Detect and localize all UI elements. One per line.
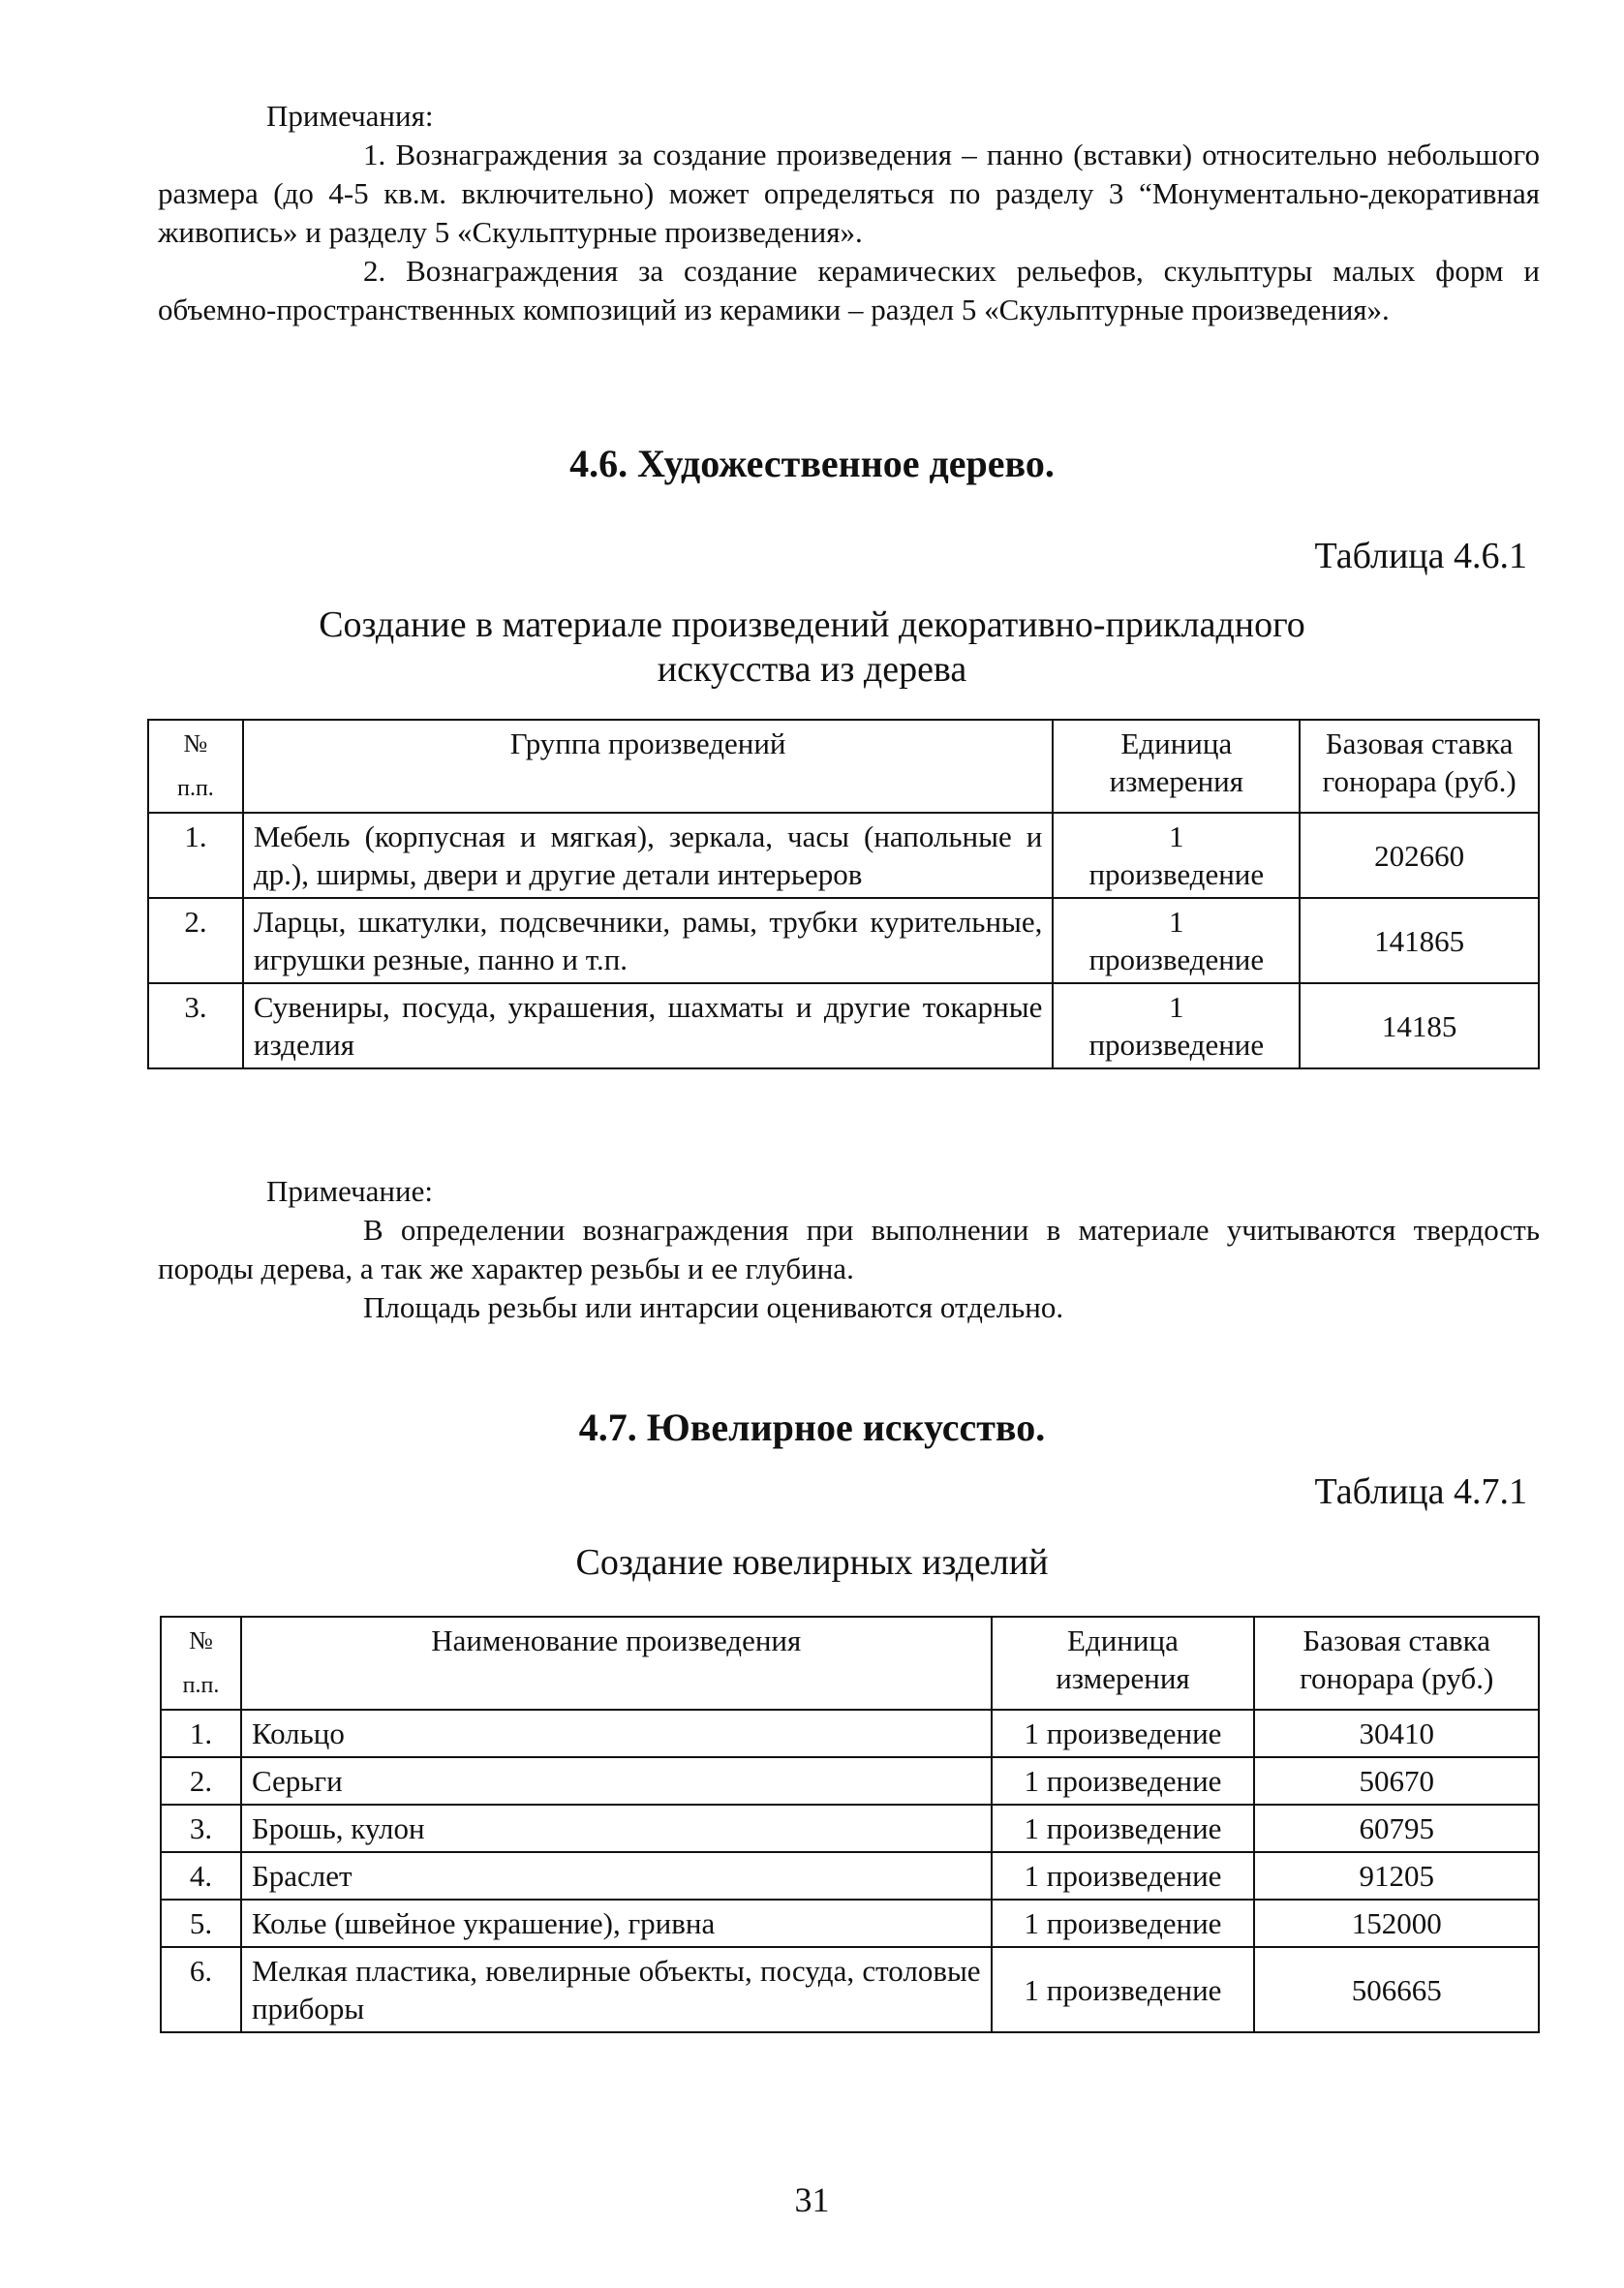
cell-unit bbox=[1053, 898, 1300, 983]
cell-num: 2. bbox=[148, 898, 243, 983]
cell-name: Браслет bbox=[241, 1852, 992, 1900]
cell-name: Брошь, кулон bbox=[241, 1805, 992, 1852]
cell-rate: 141865 bbox=[1300, 898, 1539, 983]
unit-qty: 1 bbox=[1169, 990, 1184, 1024]
notes-top bbox=[158, 97, 1540, 329]
cell-rate: 202660 bbox=[1300, 813, 1539, 898]
table-row bbox=[161, 1710, 1539, 1757]
cell-unit bbox=[1053, 813, 1300, 898]
note-item: 1. Вознаграждения за создание произведения – панно (вставки) относительно небольшого размера (до 4-5 кв.м. включительно) может определяться по разделу 3 “Монументально-декоративная живопись» и разделу 5 «Скульптурные произведения». bbox=[158, 138, 1540, 249]
cell-num: 2. bbox=[161, 1757, 241, 1805]
cell-num: 1. bbox=[148, 813, 243, 898]
cell-num: 3. bbox=[148, 983, 243, 1068]
cell-name: Сувениры, посуда, украшения, шахматы и другие токарные изделия bbox=[243, 983, 1053, 1068]
caption-line: искусства из дерева bbox=[657, 649, 967, 690]
table-row bbox=[161, 1947, 1539, 2032]
table-471 bbox=[160, 1616, 1540, 2033]
header-num bbox=[161, 1617, 241, 1710]
table-row bbox=[148, 983, 1539, 1068]
table-row bbox=[148, 813, 1539, 898]
num-abbr: п.п. bbox=[177, 776, 214, 801]
header-name: Наименование произведения bbox=[241, 1617, 992, 1710]
unit-qty: 1 bbox=[1169, 819, 1184, 853]
unit-name: произведение bbox=[1088, 1028, 1265, 1062]
table-row bbox=[161, 1805, 1539, 1852]
cell-rate: 91205 bbox=[1254, 1852, 1539, 1900]
header-rate: Базовая ставка гонорара (руб.) bbox=[1300, 720, 1539, 813]
cell-unit: 1 произведение bbox=[992, 1947, 1255, 2032]
table-row bbox=[161, 1757, 1539, 1805]
cell-name: Мелкая пластика, ювелирные объекты, посуда, столовые приборы bbox=[241, 1947, 992, 2032]
unit-qty: 1 bbox=[1169, 905, 1184, 939]
table-461 bbox=[147, 719, 1540, 1069]
cell-name: Ларцы, шкатулки, подсвечники, рамы, трубки курительные, игрушки резные, панно и т.п. bbox=[243, 898, 1053, 983]
caption-line: Создание в материале произведений декоративно-прикладного bbox=[319, 604, 1305, 645]
cell-num: 3. bbox=[161, 1805, 241, 1852]
cell-unit: 1 произведение bbox=[992, 1852, 1255, 1900]
note-paragraph: Площадь резьбы или интарсии оцениваются отдельно. bbox=[363, 1290, 1064, 1324]
header-num bbox=[148, 720, 243, 813]
unit-name: произведение bbox=[1088, 857, 1265, 891]
table-row bbox=[161, 1852, 1539, 1900]
cell-num: 4. bbox=[161, 1852, 241, 1900]
cell-unit: 1 произведение bbox=[992, 1805, 1255, 1852]
cell-name: Мебель (корпусная и мягкая), зеркала, часы (напольные и др.), ширмы, двери и другие детали интерьеров bbox=[243, 813, 1053, 898]
note-paragraph: В определении вознаграждения при выполнении в материале учитываются твердость породы дерева, а так же характер резьбы и ее глубина. bbox=[158, 1213, 1540, 1285]
num-symbol: № bbox=[189, 1626, 213, 1654]
cell-unit: 1 произведение bbox=[992, 1757, 1255, 1805]
cell-unit: 1 произведение bbox=[992, 1710, 1255, 1757]
table-label-471: Таблица 4.7.1 bbox=[1314, 1471, 1527, 1512]
cell-name: Колье (швейное украшение), гривна bbox=[241, 1900, 992, 1947]
section-title-47: 4.7. Ювелирное искусство. bbox=[578, 1406, 1046, 1449]
table-caption-471: Создание ювелирных изделий bbox=[575, 1542, 1049, 1583]
table-label-461: Таблица 4.6.1 bbox=[1314, 536, 1527, 576]
header-group: Группа произведений bbox=[243, 720, 1053, 813]
cell-unit: 1 произведение bbox=[992, 1900, 1255, 1947]
cell-rate: 14185 bbox=[1300, 983, 1539, 1068]
header-unit: Единица измерения bbox=[1053, 720, 1300, 813]
header-unit: Единица измерения bbox=[992, 1617, 1255, 1710]
cell-num: 5. bbox=[161, 1900, 241, 1947]
cell-num: 1. bbox=[161, 1710, 241, 1757]
table-caption-461 bbox=[0, 603, 1624, 692]
note-46 bbox=[158, 1172, 1540, 1327]
note-heading: Примечание: bbox=[266, 1174, 433, 1208]
cell-rate: 152000 bbox=[1254, 1900, 1539, 1947]
table-header-row bbox=[161, 1617, 1539, 1710]
cell-rate: 506665 bbox=[1254, 1947, 1539, 2032]
note-item: 2. Вознаграждения за создание керамических рельефов, скульптуры малых форм и объемно-пространственных композиций из керамики – раздел 5 «Скульптурные произведения». bbox=[158, 254, 1540, 326]
cell-num: 6. bbox=[161, 1947, 241, 2032]
cell-rate: 30410 bbox=[1254, 1710, 1539, 1757]
cell-name: Кольцо bbox=[241, 1710, 992, 1757]
header-rate: Базовая ставка гонорара (руб.) bbox=[1254, 1617, 1539, 1710]
num-symbol: № bbox=[183, 729, 208, 758]
cell-unit bbox=[1053, 983, 1300, 1068]
cell-name: Серьги bbox=[241, 1757, 992, 1805]
cell-rate: 60795 bbox=[1254, 1805, 1539, 1852]
table-row bbox=[148, 898, 1539, 983]
page-number: 31 bbox=[794, 2180, 830, 2219]
table-header-row bbox=[148, 720, 1539, 813]
section-title-46: 4.6. Художественное дерево. bbox=[569, 442, 1055, 485]
num-abbr: п.п. bbox=[182, 1673, 220, 1698]
unit-name: произведение bbox=[1088, 943, 1265, 976]
table-row bbox=[161, 1900, 1539, 1947]
notes-heading: Примечания: bbox=[266, 99, 434, 133]
cell-rate: 50670 bbox=[1254, 1757, 1539, 1805]
